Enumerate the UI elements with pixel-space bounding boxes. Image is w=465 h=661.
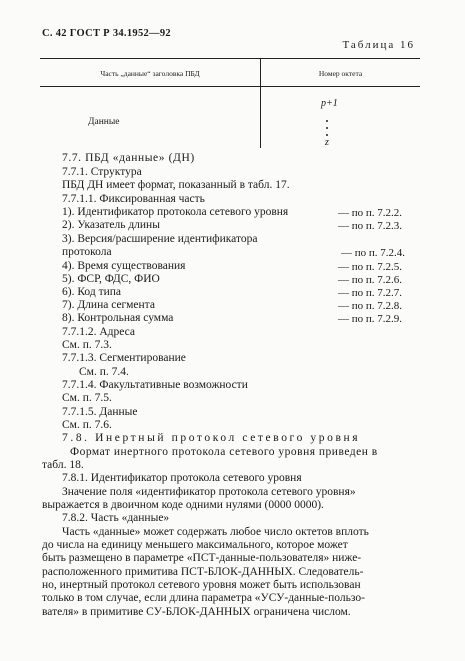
subsection-heading: 7.7.1.3. Сегментирование — [62, 352, 186, 364]
paragraph-line: быть размещено в параметре «ПСТ-данные-пользователя» ниже- — [42, 552, 362, 564]
ellipsis-dot — [326, 120, 328, 122]
list-item: 8). Контрольная сумма — [62, 312, 174, 324]
paragraph-line: до числа на единицу меньшего максимального, которое может — [42, 539, 348, 551]
page-header: С. 42 ГОСТ Р 34.1952—92 — [42, 28, 171, 39]
list-item-ref: — по п. 7.2.9. — [338, 313, 403, 325]
subsection-heading: 7.7.1.2. Адреса — [62, 326, 136, 338]
list-item-ref: — по п. 7.2.8. — [338, 300, 403, 312]
subsection-heading: 7.8.2. Часть «данные» — [62, 512, 170, 524]
list-item: 2). Указатель длины — [62, 219, 160, 231]
table-caption: Таблица 16 — [342, 39, 415, 51]
subsection-heading: 7.8.1. Идентификатор протокола сетевого уровня — [62, 472, 302, 484]
subsection-heading: 7.7.1.1. Фиксированная часть — [62, 193, 205, 205]
table-header-rule — [40, 86, 420, 87]
subsection-heading: 7.7.1.4. Факультативные возможности — [62, 379, 248, 391]
paragraph-line: но, инертный протокол сетевого уровня может быть использован — [42, 579, 361, 591]
table-cell-data: Данные — [88, 117, 120, 127]
paragraph-line: только в том случае, если длина параметра «УСУ-данные-пользо- — [42, 592, 365, 604]
list-item: 1). Идентификатор протокола сетевого уровня — [62, 206, 289, 218]
list-item-ref: — по п. 7.2.3. — [338, 220, 403, 232]
list-item: 5). ФСР, ФДС, ФИО — [62, 273, 160, 285]
list-item: 4). Время существования — [62, 260, 186, 272]
list-item-ref: — по п. 7.2.6. — [338, 274, 403, 286]
cross-reference: См. п. 7.6. — [62, 419, 112, 431]
ellipsis-dot — [326, 127, 328, 129]
octet-table — [40, 58, 420, 148]
ellipsis-dot — [326, 134, 328, 136]
paragraph-line: выражается в двоичном коде одними нулями (0000 0000). — [42, 499, 324, 511]
list-item: 3). Версия/расширение идентификатора — [62, 233, 258, 245]
paragraph-line: ПБД ДН имеет формат, показанный в табл. 17. — [62, 179, 290, 191]
octet-last: z — [325, 137, 329, 148]
list-item-ref: — по п. 7.2.7. — [338, 287, 403, 299]
paragraph-line: Значение поля «идентификатор протокола сетевого уровня» — [62, 486, 356, 498]
paragraph-line: Формат инертного протокола сетевого уровня приведен в — [70, 446, 378, 458]
subsection-heading: 7.7.1. Структура — [62, 166, 142, 178]
list-item-ref: — по п. 7.2.4. — [341, 247, 406, 259]
list-item-cont: протокола — [62, 246, 112, 258]
cross-reference: См. п. 7.4. — [79, 366, 129, 378]
cross-reference: См. п. 7.5. — [62, 392, 112, 404]
cross-reference: См. п. 7.3. — [62, 339, 112, 351]
section-heading: 7.7. ПБД «данные» (ДН) — [62, 152, 195, 164]
list-item: 6). Код типа — [62, 286, 122, 298]
list-item: 7). Длина сегмента — [62, 299, 155, 311]
paragraph-line: вателя» в примитиве СУ-БЛОК-ДАННЫХ ограничена числом. — [42, 606, 351, 618]
subsection-heading: 7.7.1.5. Данные — [62, 406, 138, 418]
section-heading: 7.8. Инертный протокол сетевого уровня — [62, 432, 361, 444]
table-header-part: Часть „данные“ заголовка ПБД — [100, 69, 200, 78]
paragraph-line: табл. 18. — [42, 459, 84, 471]
table-top-rule — [40, 58, 420, 59]
octet-first: р+1 — [321, 98, 338, 109]
list-item-ref: — по п. 7.2.2. — [338, 207, 403, 219]
list-item-ref: — по п. 7.2.5. — [338, 261, 403, 273]
paragraph-line: Часть «данные» может содержать любое число октетов вплоть — [62, 526, 369, 538]
paragraph-line: расположенного примитива ПСТ-БЛОК-ДАННЫХ. Следователь- — [42, 566, 364, 578]
table-header-octet: Номер октета — [318, 69, 363, 78]
